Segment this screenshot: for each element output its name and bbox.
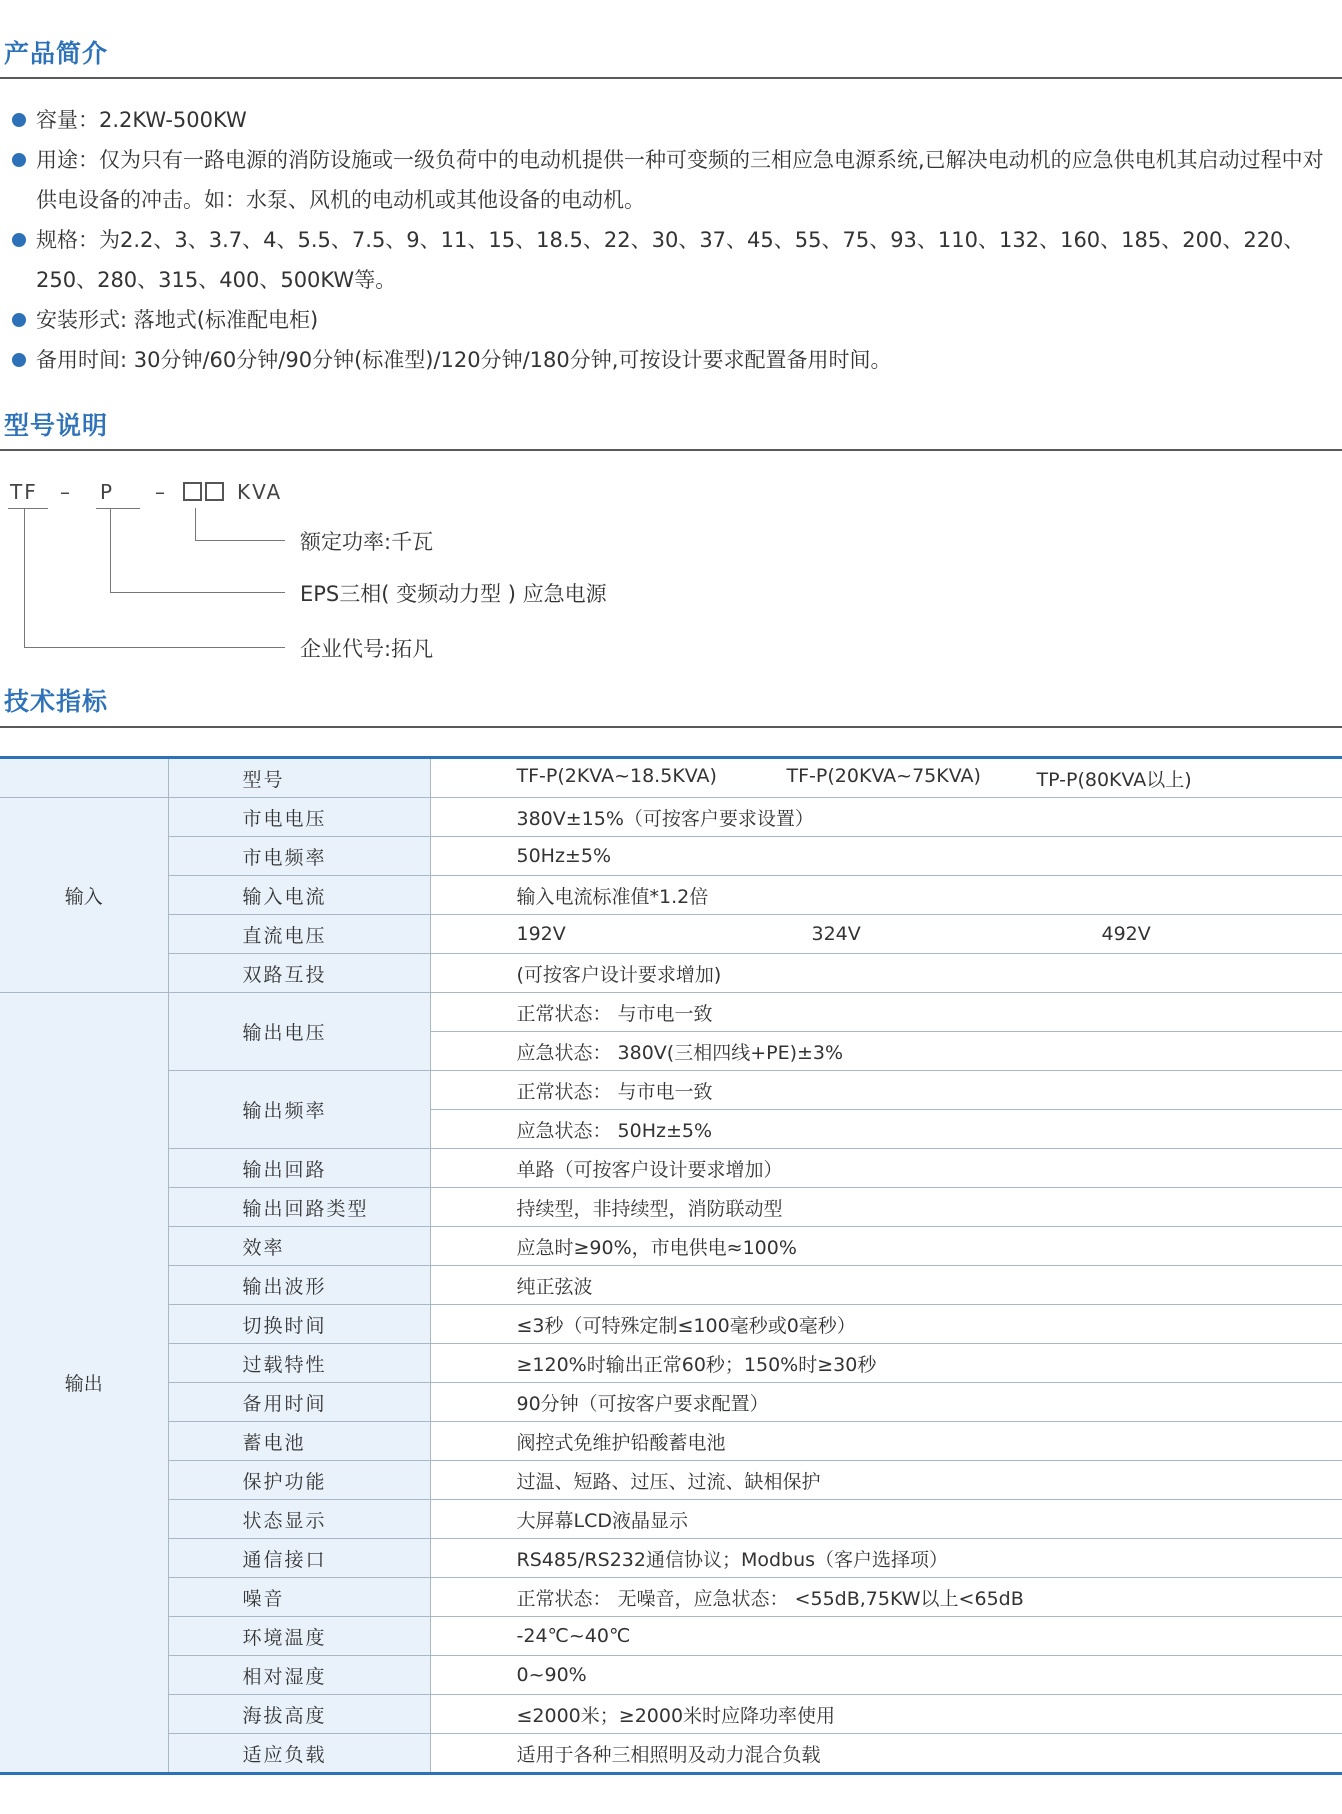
row-label: 适应负载 xyxy=(168,1734,430,1774)
row-value: (可按客户设计要求增加) xyxy=(430,954,1342,993)
table-row xyxy=(0,876,1342,915)
desc-company-code: 企业代号:拓凡 xyxy=(300,637,434,661)
spec-table xyxy=(0,756,1342,1775)
connector-line xyxy=(110,592,285,593)
row-value: RS485/RS232通信协议；Modbus（客户选择项） xyxy=(430,1539,1342,1578)
row-label: 输出回路类型 xyxy=(168,1188,430,1227)
row-value: 持续型，非持续型，消防联动型 xyxy=(430,1188,1342,1227)
desc-rated-power: 额定功率:千瓦 xyxy=(300,530,434,554)
table-row xyxy=(0,1071,1342,1110)
row-label: 市电频率 xyxy=(168,837,430,876)
model-code-diagram xyxy=(0,470,700,670)
row-label: 输出电压 xyxy=(168,993,430,1071)
row-value: 纯正弦波 xyxy=(430,1266,1342,1305)
table-row xyxy=(0,1344,1342,1383)
bullet-capacity: 容量：2.2KW-500KW xyxy=(12,100,1337,140)
intro-bullet-list xyxy=(12,100,1337,380)
table-row xyxy=(0,1305,1342,1344)
row-label: 双路互投 xyxy=(168,954,430,993)
row-label: 噪音 xyxy=(168,1578,430,1617)
row-label: 状态显示 xyxy=(168,1500,430,1539)
dc-voltage-1: 192V xyxy=(516,923,566,945)
bullet-usage: 用途：仅为只有一路电源的消防设施或一级负荷中的电动机提供一种可变频的三相应急电源系统,已解决电动机的应急供电机其启动过程中对供电设备的冲击。如：水泵、风机的电动机或其他设备的电动机。 xyxy=(12,140,1337,220)
table-row xyxy=(0,1578,1342,1617)
group-output: 输出 xyxy=(0,993,168,1774)
row-value: ≤3秒（可特殊定制≤100毫秒或0毫秒） xyxy=(430,1305,1342,1344)
bullet-specs: 规格：为2.2、3、3.7、4、5.5、7.5、9、11、15、18.5、22、30、37、45、55、75、93、110、132、160、185、200、220、250、280、315、400、500KW等。 xyxy=(12,220,1337,300)
row-label: 海拔高度 xyxy=(168,1695,430,1734)
row-label: 过载特性 xyxy=(168,1344,430,1383)
model-range-1: TF-P(2KVA~18.5KVA) xyxy=(516,764,717,787)
row-value: 应急状态： 380V(三相四线+PE)±3% xyxy=(430,1032,1342,1071)
row-value: 应急时≥90%，市电供电≈100% xyxy=(430,1227,1342,1266)
row-label: 环境温度 xyxy=(168,1617,430,1656)
row-label: 相对湿度 xyxy=(168,1656,430,1695)
row-label: 效率 xyxy=(168,1227,430,1266)
bullet-dot-icon xyxy=(12,313,26,327)
row-label: 保护功能 xyxy=(168,1461,430,1500)
bullet-install: 安装形式: 落地式(标准配电柜) xyxy=(12,300,1337,340)
bullet-backup-time: 备用时间: 30分钟/60分钟/90分钟(标准型)/120分钟/180分钟,可按设计要求配置备用时间。 xyxy=(12,340,1337,380)
connector-line xyxy=(195,540,285,541)
row-label: 型号 xyxy=(168,758,430,798)
section-divider xyxy=(0,726,1342,728)
row-value: 适用于各种三相照明及动力混合负载 xyxy=(430,1734,1342,1774)
table-row xyxy=(0,1734,1342,1774)
table-row xyxy=(0,1227,1342,1266)
model-power-boxes xyxy=(183,480,227,504)
table-row xyxy=(0,1266,1342,1305)
row-value: 过温、短路、过压、过流、缺相保护 xyxy=(430,1461,1342,1500)
connector-line xyxy=(24,647,285,648)
model-dash: – xyxy=(155,480,167,504)
table-row xyxy=(0,954,1342,993)
row-value: 正常状态： 无噪音，应急状态： <55dB,75KW以上<65dB xyxy=(430,1578,1342,1617)
model-part-p: P xyxy=(100,480,115,504)
row-value: 380V±15%（可按客户要求设置） xyxy=(430,798,1342,837)
row-value: 单路（可按客户设计要求增加） xyxy=(430,1149,1342,1188)
row-value: 阀控式免维护铅酸蓄电池 xyxy=(430,1422,1342,1461)
row-value: 应急状态： 50Hz±5% xyxy=(430,1110,1342,1149)
table-header-row xyxy=(0,758,1342,798)
table-row xyxy=(0,1461,1342,1500)
row-label: 输出回路 xyxy=(168,1149,430,1188)
table-row xyxy=(0,1617,1342,1656)
desc-eps-type: EPS三相( 变频动力型 ) 应急电源 xyxy=(300,582,607,606)
row-label: 通信接口 xyxy=(168,1539,430,1578)
connector-line xyxy=(24,508,25,648)
model-dash: – xyxy=(60,480,72,504)
row-value: ≥120%时输出正常60秒；150%时≥30秒 xyxy=(430,1344,1342,1383)
row-value: 90分钟（可按客户要求配置） xyxy=(430,1383,1342,1422)
section-title-tech: 技术指标 xyxy=(4,687,109,716)
row-label: 市电电压 xyxy=(168,798,430,837)
section-title-model: 型号说明 xyxy=(4,411,109,440)
row-label: 蓄电池 xyxy=(168,1422,430,1461)
section-divider xyxy=(0,77,1342,79)
section-divider xyxy=(0,449,1342,451)
row-value: 正常状态： 与市电一致 xyxy=(430,1071,1342,1110)
model-range-2: TF-P(20KVA~75KVA) xyxy=(786,764,981,787)
table-row xyxy=(0,1500,1342,1539)
section-title-intro: 产品简介 xyxy=(4,39,109,68)
dc-voltage-3: 492V xyxy=(1101,923,1151,945)
model-underline xyxy=(96,508,140,509)
row-value: ≤2000米；≥2000米时应降功率使用 xyxy=(430,1695,1342,1734)
connector-line xyxy=(195,508,196,540)
row-label: 切换时间 xyxy=(168,1305,430,1344)
row-value: 0~90% xyxy=(430,1656,1342,1695)
table-row xyxy=(0,1656,1342,1695)
bullet-dot-icon xyxy=(12,353,26,367)
model-range-3: TP-P(80KVA以上) xyxy=(1036,768,1192,791)
row-value: 大屏幕LCD液晶显示 xyxy=(430,1500,1342,1539)
row-label: 直流电压 xyxy=(168,915,430,954)
row-label: 备用时间 xyxy=(168,1383,430,1422)
table-row xyxy=(0,915,1342,954)
model-part-tf: TF xyxy=(10,480,38,504)
table-row xyxy=(0,1695,1342,1734)
row-value: 50Hz±5% xyxy=(430,837,1342,876)
row-value: 正常状态： 与市电一致 xyxy=(430,993,1342,1032)
model-underline xyxy=(8,508,48,509)
row-value: 输入电流标准值*1.2倍 xyxy=(430,876,1342,915)
table-row xyxy=(0,1539,1342,1578)
table-row xyxy=(0,993,1342,1032)
bullet-dot-icon xyxy=(12,153,26,167)
table-row xyxy=(0,1422,1342,1461)
table-row xyxy=(0,1149,1342,1188)
row-label: 输出频率 xyxy=(168,1071,430,1149)
table-row xyxy=(0,837,1342,876)
group-input: 输入 xyxy=(0,798,168,993)
dc-voltage-2: 324V xyxy=(811,923,861,945)
table-row xyxy=(0,1383,1342,1422)
row-label: 输出波形 xyxy=(168,1266,430,1305)
bullet-dot-icon xyxy=(12,113,26,127)
table-row xyxy=(0,1188,1342,1227)
bullet-dot-icon xyxy=(12,233,26,247)
connector-line xyxy=(110,508,111,593)
row-label: 输入电流 xyxy=(168,876,430,915)
row-value: -24℃~40℃ xyxy=(430,1617,1342,1656)
table-row xyxy=(0,798,1342,837)
model-unit-kva: KVA xyxy=(237,480,283,504)
